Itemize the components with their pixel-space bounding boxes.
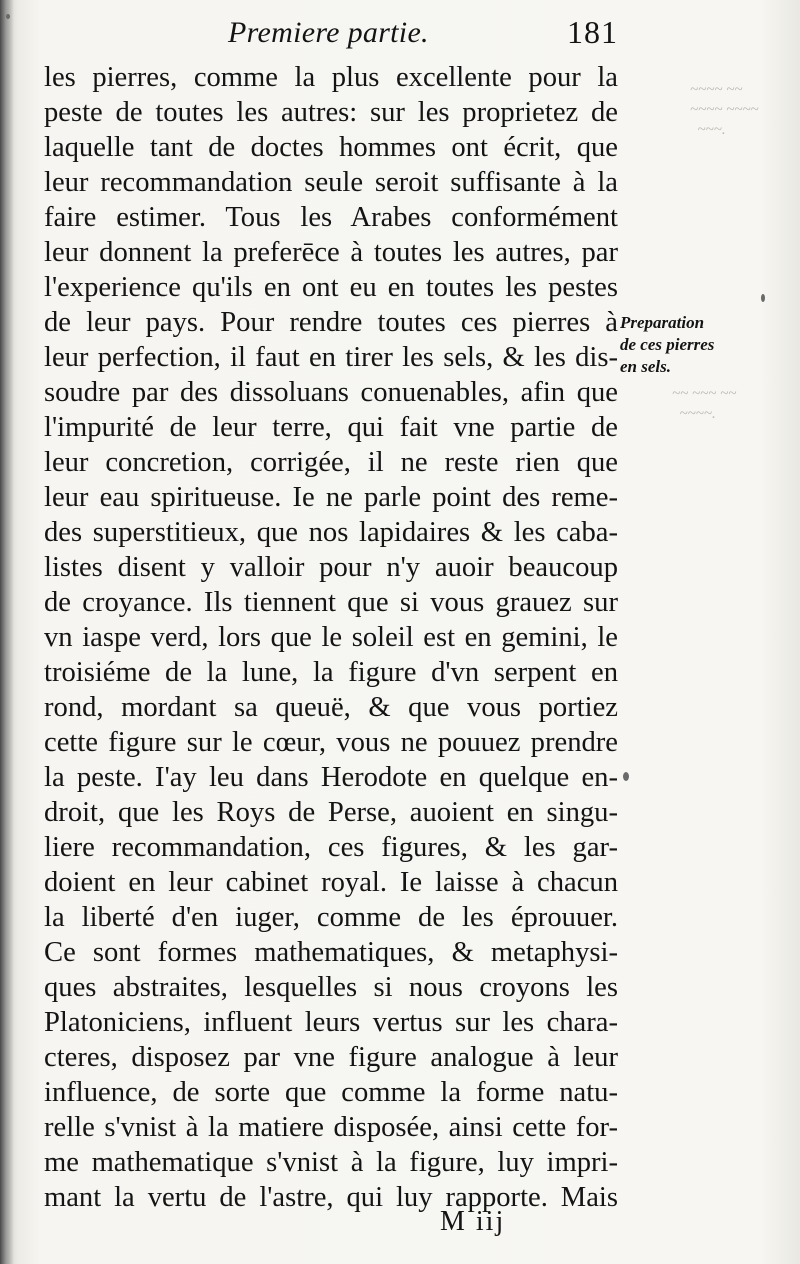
page-number: 181: [567, 14, 618, 50]
text-line: des superstitieux, que nos lapidaires & les caba-: [44, 517, 618, 548]
text-line: listes disent y valloir pour n'y auoir beaucoup: [44, 552, 618, 583]
text-line: rond, mordant sa queuë, & que vous portiez: [44, 692, 618, 723]
text-line: mant la vertu de l'astre, qui luy rapporte. Mais: [44, 1182, 618, 1213]
signature-mark: M iij: [440, 1206, 506, 1237]
text-line: relle s'vnist à la matiere disposée, ainsi cette for-: [44, 1112, 618, 1143]
marginal-note: [620, 312, 790, 378]
text-line: faire estimer. Tous les Arabes conformément: [44, 202, 618, 233]
text-line: leur eau spiritueuse. Ie ne parle point des reme-: [44, 482, 618, 513]
page-gutter-shadow: [0, 0, 14, 1264]
bleed-through-text: ~~~~ ~~ ~~~~ ~~~~ ~~~.: [690, 82, 759, 138]
text-line: la peste. I'ay leu dans Herodote en quelque en-: [44, 762, 618, 793]
text-line: me mathematique s'vnist à la figure, luy impri-: [44, 1147, 618, 1178]
ink-speck: [761, 294, 765, 302]
marginal-note-line: en sels.: [620, 357, 671, 376]
text-line: doient en leur cabinet royal. Ie laisse à chacun: [44, 867, 618, 898]
text-line: Platoniciens, influent leurs vertus sur les chara-: [44, 1007, 618, 1038]
text-line: liere recommandation, ces figures, & les gar-: [44, 832, 618, 863]
text-line: laquelle tant de doctes hommes ont écrit, que: [44, 132, 618, 163]
ink-speck: [623, 772, 629, 781]
text-line: les pierres, comme la plus excellente pour la: [44, 62, 618, 93]
marginal-note-line: Preparation: [620, 313, 705, 332]
text-line: droit, que les Roys de Perse, auoient en singu-: [44, 797, 618, 828]
ink-speck: [6, 14, 10, 19]
text-line: cette figure sur le cœur, vous ne pouuez prendre: [44, 727, 618, 758]
text-line: ques abstraites, lesquelles si nous croyons les: [44, 972, 618, 1003]
text-line: troisiéme de la lune, la figure d'vn serpent en: [44, 657, 618, 688]
bleed-through-text: ~~ ~~~ ~~ ~~~~.: [672, 386, 737, 422]
text-line: de croyance. Ils tiennent que si vous grauez sur: [44, 587, 618, 618]
text-line: cteres, disposez par vne figure analogue à leur: [44, 1042, 618, 1073]
body-text: [44, 60, 618, 1215]
text-line: leur concretion, corrigée, il ne reste rien que: [44, 447, 618, 478]
text-line: soudre par des dissoluans conuenables, afin que: [44, 377, 618, 408]
text-line: de leur pays. Pour rendre toutes ces pierres à: [44, 307, 618, 338]
running-head-title: Premiere partie.: [228, 16, 429, 49]
text-line: influence, de sorte que comme la forme natu-: [44, 1077, 618, 1108]
text-line: l'impurité de leur terre, qui fait vne partie de: [44, 412, 618, 443]
running-head: [228, 14, 618, 58]
text-line: peste de toutes les autres: sur les proprietez de: [44, 97, 618, 128]
text-line: Ce sont formes mathematiques, & metaphysi-: [44, 937, 618, 968]
text-line: vn iaspe verd, lors que le soleil est en gemini, le: [44, 622, 618, 653]
text-line: l'experience qu'ils en ont eu en toutes les pestes: [44, 272, 618, 303]
text-line: leur donnent la preferēce à toutes les autres, par: [44, 237, 618, 268]
text-line: leur perfection, il faut en tirer les sels, & les dis-: [44, 342, 618, 373]
marginal-note-line: de ces pierres: [620, 335, 715, 354]
text-line: la liberté d'en iuger, comme de les éprouuer.: [44, 902, 618, 933]
text-line: leur recommandation seule seroit suffisante à la: [44, 167, 618, 198]
